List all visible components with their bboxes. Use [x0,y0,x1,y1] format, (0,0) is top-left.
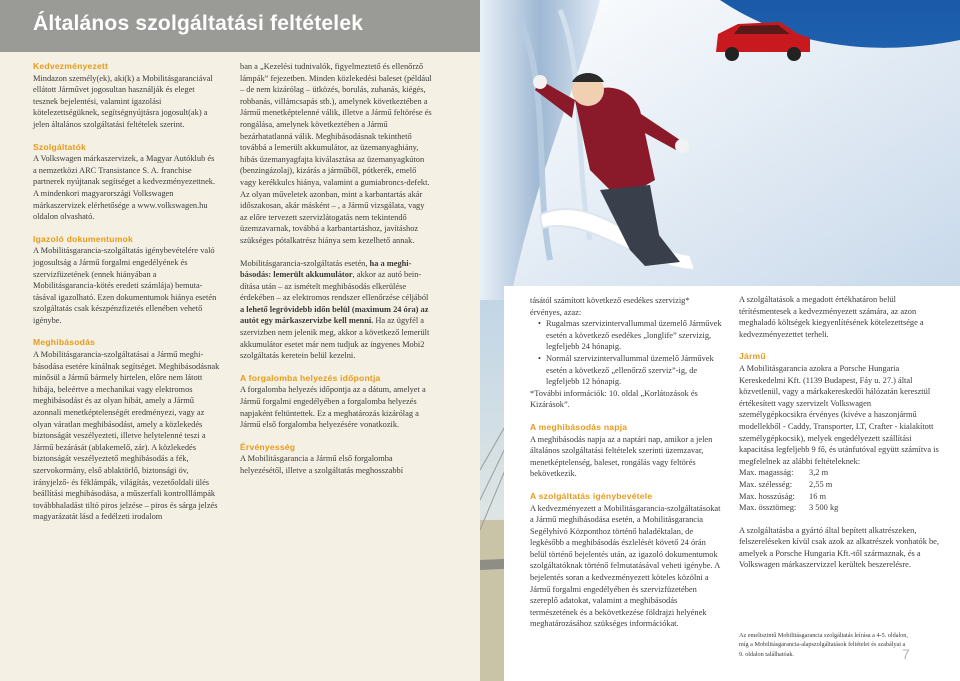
title-bar [0,0,480,52]
paragraph: Mindazon személy(ek), aki(k) a Mobilitásgaranciával ellátott Járművet jogosultan használják és eleget tesznek bejelentési, valamint igazolási kötelezettségüknek, segítségnyújtásra jogosult(ak) a jelen általános szolgáltatási feltételek szerint. [33,73,213,129]
paragraph: A Mobilitásgarancia-szolgáltatásai a Jármű meghibásodása esetére kínálnak segítséget. Meghibásodásnak minősül a Jármű bármely hirtelen, előre nem látott hibája, beleértve a mechanikai vagy elektromos meghibásodást és az olyan hibát, amely a Jármű azonnali menetképtelenségét eredményezi, vagy az olyan váratlan meghibásodást, amely a közlekedés biztonságát veszélyezteti, illetve helytelenné teszi a Jármű bezárását (ablakemelő, zár). A közlekedés biztonságát veszélyeztető meghibásodás a fék, szervokormány, első ablaktörlő, biztonsági öv, irányjelző- és féklámpák, világítás, vezetőoldali ülés beállítási meghibásodása, a műszerfali kontrolllámpák továbbhaladást tiltó piros jelzése – piros és sárga jelzés magyarázatát lásd a fedélzeti irodalom [33,350,220,522]
paragraph: A Mobilitásgarancia a Jármű első forgalomba helyezésétől, illetve a szolgáltatás meghosszabbí [240,454,404,475]
footnote: Az emeltszintű Mobilitásgarancia szolgáltatás leírása a 4-5. oldalon, míg a Mobilitásgarancia-alapszolgáltatások feltételei és szabályai a 9. oldalon találhatóak. [739,632,908,658]
text-column-1 [33,61,220,523]
text-run: Mobilitásgarancia-szolgáltatás esetén, [240,258,370,268]
heading-meghibasodas-napja: A meghibásodás napja [530,421,628,432]
heading-kedvezmenyezett: Kedvezményezett [33,61,109,71]
heading-ervenyesseg: Érvényesség [240,441,296,452]
page-title: Általános szolgáltatási feltételek [33,12,364,35]
spec-value: 3 500 kg [809,503,839,513]
bold-run: ha a meghibásodás: lemerült akkumulátor [240,258,412,280]
bold-run: a lehető legrövidebb időn belül (maximum 24 óra) az autót egy márkaszervizbe kell menni. [240,304,429,326]
spec-label: Max. hosszúság: [739,491,795,501]
heading-igenybevetel: A szolgáltatás igénybevétele [530,490,653,501]
spec-row [739,491,939,503]
heading-szolgaltatok: Szolgáltatók [33,141,87,152]
list-item: • Normál szervizintervallummal üzemelő Járművek esetén a következő „ellenőrző szerviz”-ig, de legfeljebb 12 hónapig. [538,353,723,388]
spec-row [739,467,939,479]
paragraph: A meghibásodás napja az a naptári nap, amikor a jelen általános szolgáltatási feltételek szerinti üzemzavar, menetképtelenség, baleset, rongálás vagy feltörés bekövetkezik. [530,434,713,479]
spec-value: 16 m [809,491,826,501]
paragraph: A forgalomba helyezés időpontja az a dátum, amelyet a Jármű forgalmi engedélyében a forgalomba helyezés napjaként feltüntettek. Ez a meghatározás kizárólag a Jármű első forgalomba helyezésére vonatkozik. [240,385,426,430]
heading-jarmu: Jármű [739,351,766,362]
spec-label: Max. össztömeg: [739,503,797,513]
page-number: 7 [902,646,910,662]
heading-meghibasodas: Meghibásodás [33,337,96,348]
text-run: , akkor az autó beindítása után – az ismételt meghibásodás elkerülése érdekében – az elektromos rendszer ellenőrzése céljából [240,270,429,303]
paragraph: A kedvezményezett a Mobilitásgarancia-szolgáltatásokat a Jármű meghibásodása esetén, a Mobilitásgarancia Segélyhívó Központhoz történő haladéktalan, de legkésőbb a meghibásodás észlelését követő 24 órán belül történő bejelentés után, az igazoló dokumentumok szolgáltatóknak történő felmutatásával veheti igénybe. A bejelentés soran a kedvezményezett köteles közölni a Jármű forgalmi engedélyében és szervizfüzetében szereplő adatokat, valamint a meghibásodás természetének és a bekövetkezése földrajzi helyének meghatározásához szükséges információkat. [530,503,721,629]
paragraph-battery [240,258,432,362]
spec-row [739,479,939,491]
paragraph: tásától számított következő esedékes szervizig* érvényes, azaz: [530,296,690,317]
paragraph: A szolgáltatásba a gyártó által bepített alkatrészeken, felszereléseken kívül csak azok az alkatrészek vonhatók be, amelyek a Porsche Hungaria Kft.-től származnak, és a Volkswagen márkaszervizzel kerültek beszerelésre. [739,525,939,570]
vehicle-limits-table [739,467,939,513]
paragraph: A Volkswagen márkaszervizek, a Magyar Autóklub és a nemzetközi ARC Transistance S. A. franchise partnerek nyújtanak segítséget a kedvezményezettnek. A mindenkori magyarországi Volkswagen márkaszervizek elérhetősége a www.volkswagen.hu oldalon olvasható. [33,154,216,222]
paragraph-note: *További információk: 10. oldal „Korlátozások és Kizárások”. [530,388,698,410]
service-interval-list [530,318,723,388]
text-run: Ha az ügyfél a szervizben nem jelenik meg, akkor a következő lemerült akkumulátor esetet már nem tudjuk az ingyenes Mobi2 szolgáltatás keretein belül kezelni. [240,316,430,361]
heading-forgalomba-helyezes: A forgalomba helyezés időpontja [240,372,381,383]
spec-value: 3,2 m [809,468,829,478]
spec-label: Max. magasság: [739,468,794,478]
spec-label: Max. szélesség: [739,479,793,489]
text-column-4 [739,294,939,571]
paragraph: A Mobilitásgarancia azokra a Porsche Hungaria Kereskedelmi Kft. (1139 Budapest, Fáy u. 27.) által közvetlenül, vagy a márkakereskedői hálózatán keresztül értékesített vagy szervizelt Volkswagen személygépkocsikra érvényes (kivéve a haszonjármű modellekből - Caddy, Transporter, LT, Crafter - kialakított személygépkocsik), melyek engedélyezett szállítási kapacitása legfeljebb 9 fő, és utánfutóval együtt számítva is megfelelnek az alábbi feltételeknek: [739,363,939,466]
paragraph: ban a „Kezelési tudnivalók, figyelmeztető és ellenőrző lámpák” fejezetben. Minden közlekedési baleset (például – de nem kizárólag – ütközés, borulás, zuhanás, kiégés, robbanás, villámcsapás stb.), amelynek következtében a Jármű menetképtelenné válik, illetve a Jármű feltörése és rongálása, amelynek következtében a Jármű bezárhatatlanná válik. Meghibásodásnak tekinthető továbbá a lemerült akkumulátor, az üzemanyaghiány, hibás üzemanyagfajta kiválasztása az üzemanyagkúton (benzingázolaj), kizárás a járműből, pótkerék, emelő vagy kerékkulcs hiánya, valamint a gumiabroncs-defekt. Az olyan műveletek azonban, mint a karbantartás akár időszakosan, akár másként – , a Jármű vizsgálata, vagy az előre tervezett szervizlátogatás nem tekintendő üzemzavarnak, továbbá a karbantartáshoz, javításhoz szükséges pótalkatrész hiánya sem kezelhető annak. [240,62,432,245]
list-item: • Rugalmas szervizintervallummal üzemelő Járművek esetén a következő esedékes „longlife” szervizig, legfeljebb 24 hónapig. [538,318,723,353]
spec-value: 2,55 m [809,479,833,489]
text-column-3 [530,295,723,630]
heading-igazolo-dokumentumok: Igazoló dokumentumok [33,233,133,244]
spec-row [739,502,939,514]
text-column-2 [240,61,432,477]
paragraph: A szolgáltatások a megadott értékhatáron belül térítésmentesek a kedvezményezett számára, az azon meghaladó költségek kiegyenlítésének kötelezettsége a kedvezményezettet terheli. [739,295,924,339]
paragraph: A Mobilitásgarancia-szolgáltatás igénybevételére való jogosultság a Jármű forgalmi engedélyének és szervizfüzetének (ennek hiányában a Mobilitásgarancia-kötés eredeti számlája) bemutatásával igazolható. Ezen dokumentumok hiánya esetén szolgáltatás csak készpénzfizetés ellenében vehető igénybe. [33,246,217,325]
